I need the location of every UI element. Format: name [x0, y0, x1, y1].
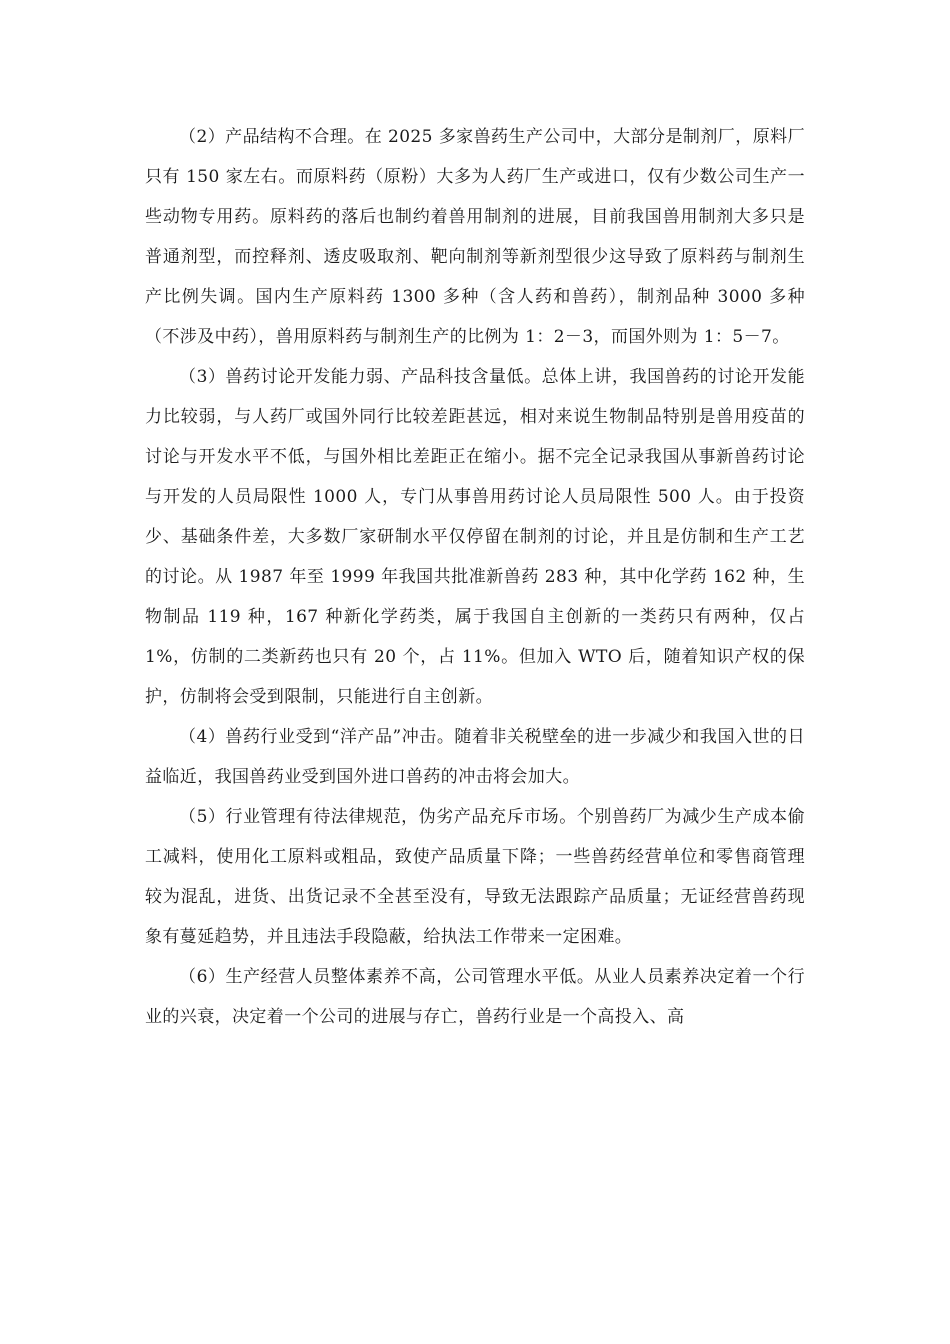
paragraph-industry-management: （5）行业管理有待法律规范，伪劣产品充斥市场。个别兽药厂为减少生产成本偷工减料，使用化工原料或粗品，致使产品质量下降；一些兽药经营单位和零售商管理较为混乱，进货、出货记录不全甚至没有，导致无法跟踪产品质量；无证经营兽药现象有蔓延趋势，并且违法手段隐蔽，给执法工作带来一定困难。	[145, 807, 805, 947]
paragraph-rnd-capability: （3）兽药讨论开发能力弱、产品科技含量低。总体上讲，我国兽药的讨论开发能力比较弱，与人药厂或国外同行比较差距甚远，相对来说生物制品特别是兽用疫苗的讨论与开发水平不低，与国外相比差距正在缩小。据不完全记录我国从事新兽药讨论与开发的人员局限性 1000 人，专门从事兽用药讨论人员局限性 500 人。由于投资少、基础条件差，大多数厂家研制水平仅停留在制剂的讨论，并且是仿制和生产工艺的讨论。从 1987 年至 1999 年我国共批准新兽药 283 种，其中化学药 162 种，生物制品 119 种，167 种新化学药类，属于我国自主创新的一类药只有两种，仅占 1%，仿制的二类新药也只有 20 个，占 11%。但加入 WTO 后，随着知识产权的保护，仿制将会受到限制，只能进行自主创新。	[145, 367, 805, 707]
document-page	[145, 117, 805, 1037]
paragraph-product-structure: （2）产品结构不合理。在 2025 多家兽药生产公司中，大部分是制剂厂，原料厂只有 150 家左右。而原料药（原粉）大多为人药厂生产或进口，仅有少数公司生产一些动物专用药。原料药的落后也制约着兽用制剂的进展，目前我国兽用制剂大多只是普通剂型，而控释剂、透皮吸取剂、靶向制剂等新剂型很少这导致了原料药与制剂生产比例失调。国内生产原料药 1300 多种（含人药和兽药），制剂品种 3000 多种（不涉及中药），兽用原料药与制剂生产的比例为 1：2－3，而国外则为 1：5－7。	[145, 127, 805, 347]
paragraph-personnel-quality: （6）生产经营人员整体素养不高，公司管理水平低。从业人员素养决定着一个行业的兴衰，决定着一个公司的进展与存亡，兽药行业是一个高投入、高	[145, 967, 805, 1027]
paragraph-foreign-impact: （4）兽药行业受到“洋产品”冲击。随着非关税壁垒的进一步减少和我国入世的日益临近，我国兽药业受到国外进口兽药的冲击将会加大。	[145, 727, 805, 787]
